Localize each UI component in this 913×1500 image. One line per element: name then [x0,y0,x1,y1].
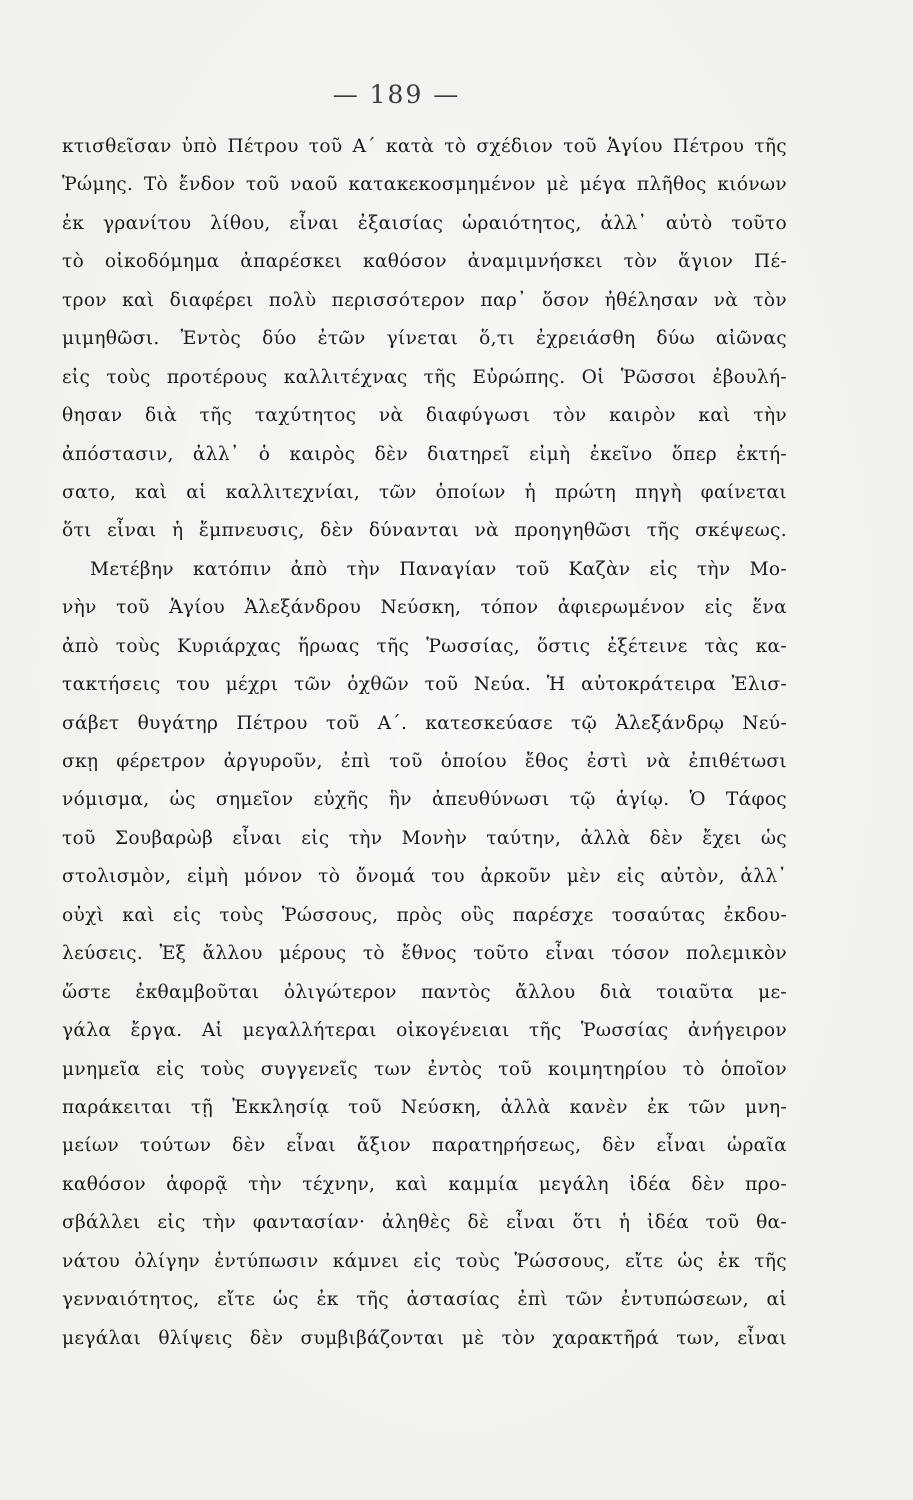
text-line: μνημεῖα εἰς τοὺς συγγενεῖς των ἐντὸς τοῦ κοιμητηρίου τὸ ὁποῖον [62,1058,787,1080]
text-line: τρον καὶ διαφέρει πολὺ περισσότερον παρ᾽ ὅσον ἠθέλησαν νὰ τὸν [62,289,787,311]
text-line: νὴν τοῦ Ἁγίου Ἀλεξάνδρου Νεύσκη, τόπον ἀφιερωμένον εἰς ἕνα [62,597,787,619]
paragraph-first-line: Μετέβην κατόπιν ἀπὸ τὴν Παναγίαν τοῦ Καζὰν εἰς τὴν Μο- [90,558,787,580]
text-line: Ῥώμης. Τὸ ἔνδον τοῦ ναοῦ κατακεκοσμημένον μὲ μέγα πλῆθος κιόνων [62,174,787,196]
text-line: εἰς τοὺς προτέρους καλλιτέχνας τῆς Εὐρώπης. Οἱ Ῥῶσσοι ἐβουλή- [62,366,787,388]
text-line: κτισθεῖσαν ὑπὸ Πέτρου τοῦ Α´ κατὰ τὸ σχέδιον τοῦ Ἁγίου Πέτρου τῆς [62,136,787,157]
text-line: γενναιότητος, εἴτε ὡς ἐκ τῆς ἀστασίας ἐπὶ τῶν ἐντυπώσεων, αἱ [62,1289,787,1311]
text-line: γάλα ἔργα. Αἱ μεγαλλήτεραι οἰκογένειαι τῆς Ῥωσσίας ἀνήγειρον [62,1020,787,1042]
text-line: μιμηθῶσι. Ἐντὸς δύο ἐτῶν γίνεται ὅ,τι ἐχρειάσθη δύω αἰῶνας [62,328,787,350]
text-line: τοῦ Σουβαρὼβ εἶναι εἰς τὴν Μονὴν ταύτην, ἀλλὰ δὲν ἔχει ὡς [62,827,787,849]
text-line: ὅτι εἶναι ἡ ἔμπνευσις, δὲν δύνανται νὰ προηγηθῶσι τῆς σκέψεως. [62,520,787,542]
text-line: στολισμὸν, εἰμὴ μόνον τὸ ὄνομά του ἀρκοῦν μὲν εἰς αὐτὸν, ἀλλ᾽ [62,866,787,888]
text-line: νάτου ὀλίγην ἐντύπωσιν κάμνει εἰς τοὺς Ῥώσσους, εἴτε ὡς ἐκ τῆς [62,1250,787,1272]
text-line: μεγάλαι θλίψεις δὲν συμβιβάζονται μὲ τὸν χαρακτῆρά των, εἶναι [62,1327,787,1349]
text-line: οὐχὶ καὶ εἰς τοὺς Ῥώσσους, πρὸς οὓς παρέσχε τοσαύτας ἐκδου- [62,904,787,926]
text-line: καθόσον ἀφορᾷ τὴν τέχνην, καὶ καμμία μεγάλη ἰδέα δὲν προ- [62,1173,787,1195]
page-number: — 189 — [332,80,461,109]
text-line: λεύσεις. Ἐξ ἄλλου μέρους τὸ ἔθνος τοῦτο εἶναι τόσον πολεμικὸν [62,943,787,965]
text-line: παράκειται τῇ Ἐκκλησίᾳ τοῦ Νεύσκη, ἀλλὰ κανὲν ἐκ τῶν μνη- [62,1096,787,1118]
text-line: νόμισμα, ὡς σημεῖον εὐχῆς ἣν ἀπευθύνωσι τῷ ἁγίῳ. Ὁ Τάφος [62,789,787,811]
text-line: μείων τούτων δὲν εἶναι ἄξιον παρατηρήσεως, δὲν εἶναι ὡραῖα [62,1135,787,1157]
text-line: ἀπόστασιν, ἀλλ᾽ ὁ καιρὸς δὲν διατηρεῖ εἰμὴ ἐκεῖνο ὅπερ ἐκτή- [62,443,787,465]
text-line: τὸ οἰκοδόμημα ἀπαρέσκει καθόσον ἀναμιμνήσκει τὸν ἅγιον Πέ- [62,251,787,273]
text-line: τακτήσεις του μέχρι τῶν ὀχθῶν τοῦ Νεύα. Ἡ αὐτοκράτειρα Ἐλισ- [62,674,787,696]
text-line: ἀπὸ τοὺς Κυριάρχας ἥρωας τῆς Ῥωσσίας, ὅστις ἐξέτεινε τὰς κα- [62,635,787,657]
text-line: θησαν διὰ τῆς ταχύτητος νὰ διαφύγωσι τὸν καιρὸν καὶ τὴν [62,405,787,427]
body-text [62,128,787,1358]
text-line: ἐκ γρανίτου λίθου, εἶναι ἐξαισίας ὡραιότητος, ἀλλ᾽ αὐτὸ τοῦτο [62,212,787,234]
text-line: σβάλλει εἰς τὴν φαντασίαν· ἀληθὲς δὲ εἶναι ὅτι ἡ ἰδέα τοῦ θα- [62,1212,787,1234]
text-line: ὥστε ἐκθαμβοῦται ὀλιγώτερον παντὸς ἄλλου διὰ τοιαῦτα με- [62,981,787,1003]
text-line: σκῃ φέρετρον ἀργυροῦν, ἐπὶ τοῦ ὁποίου ἔθος ἐστὶ νὰ ἐπιθέτωσι [62,751,787,772]
text-line: σάβετ θυγάτηρ Πέτρου τοῦ Α´. κατεσκεύασε τῷ Ἀλεξάνδρῳ Νεύ- [62,712,787,734]
text-line: σατο, καὶ αἱ καλλιτεχνίαι, τῶν ὁποίων ἡ πρώτη πηγὴ φαίνεται [62,481,787,503]
